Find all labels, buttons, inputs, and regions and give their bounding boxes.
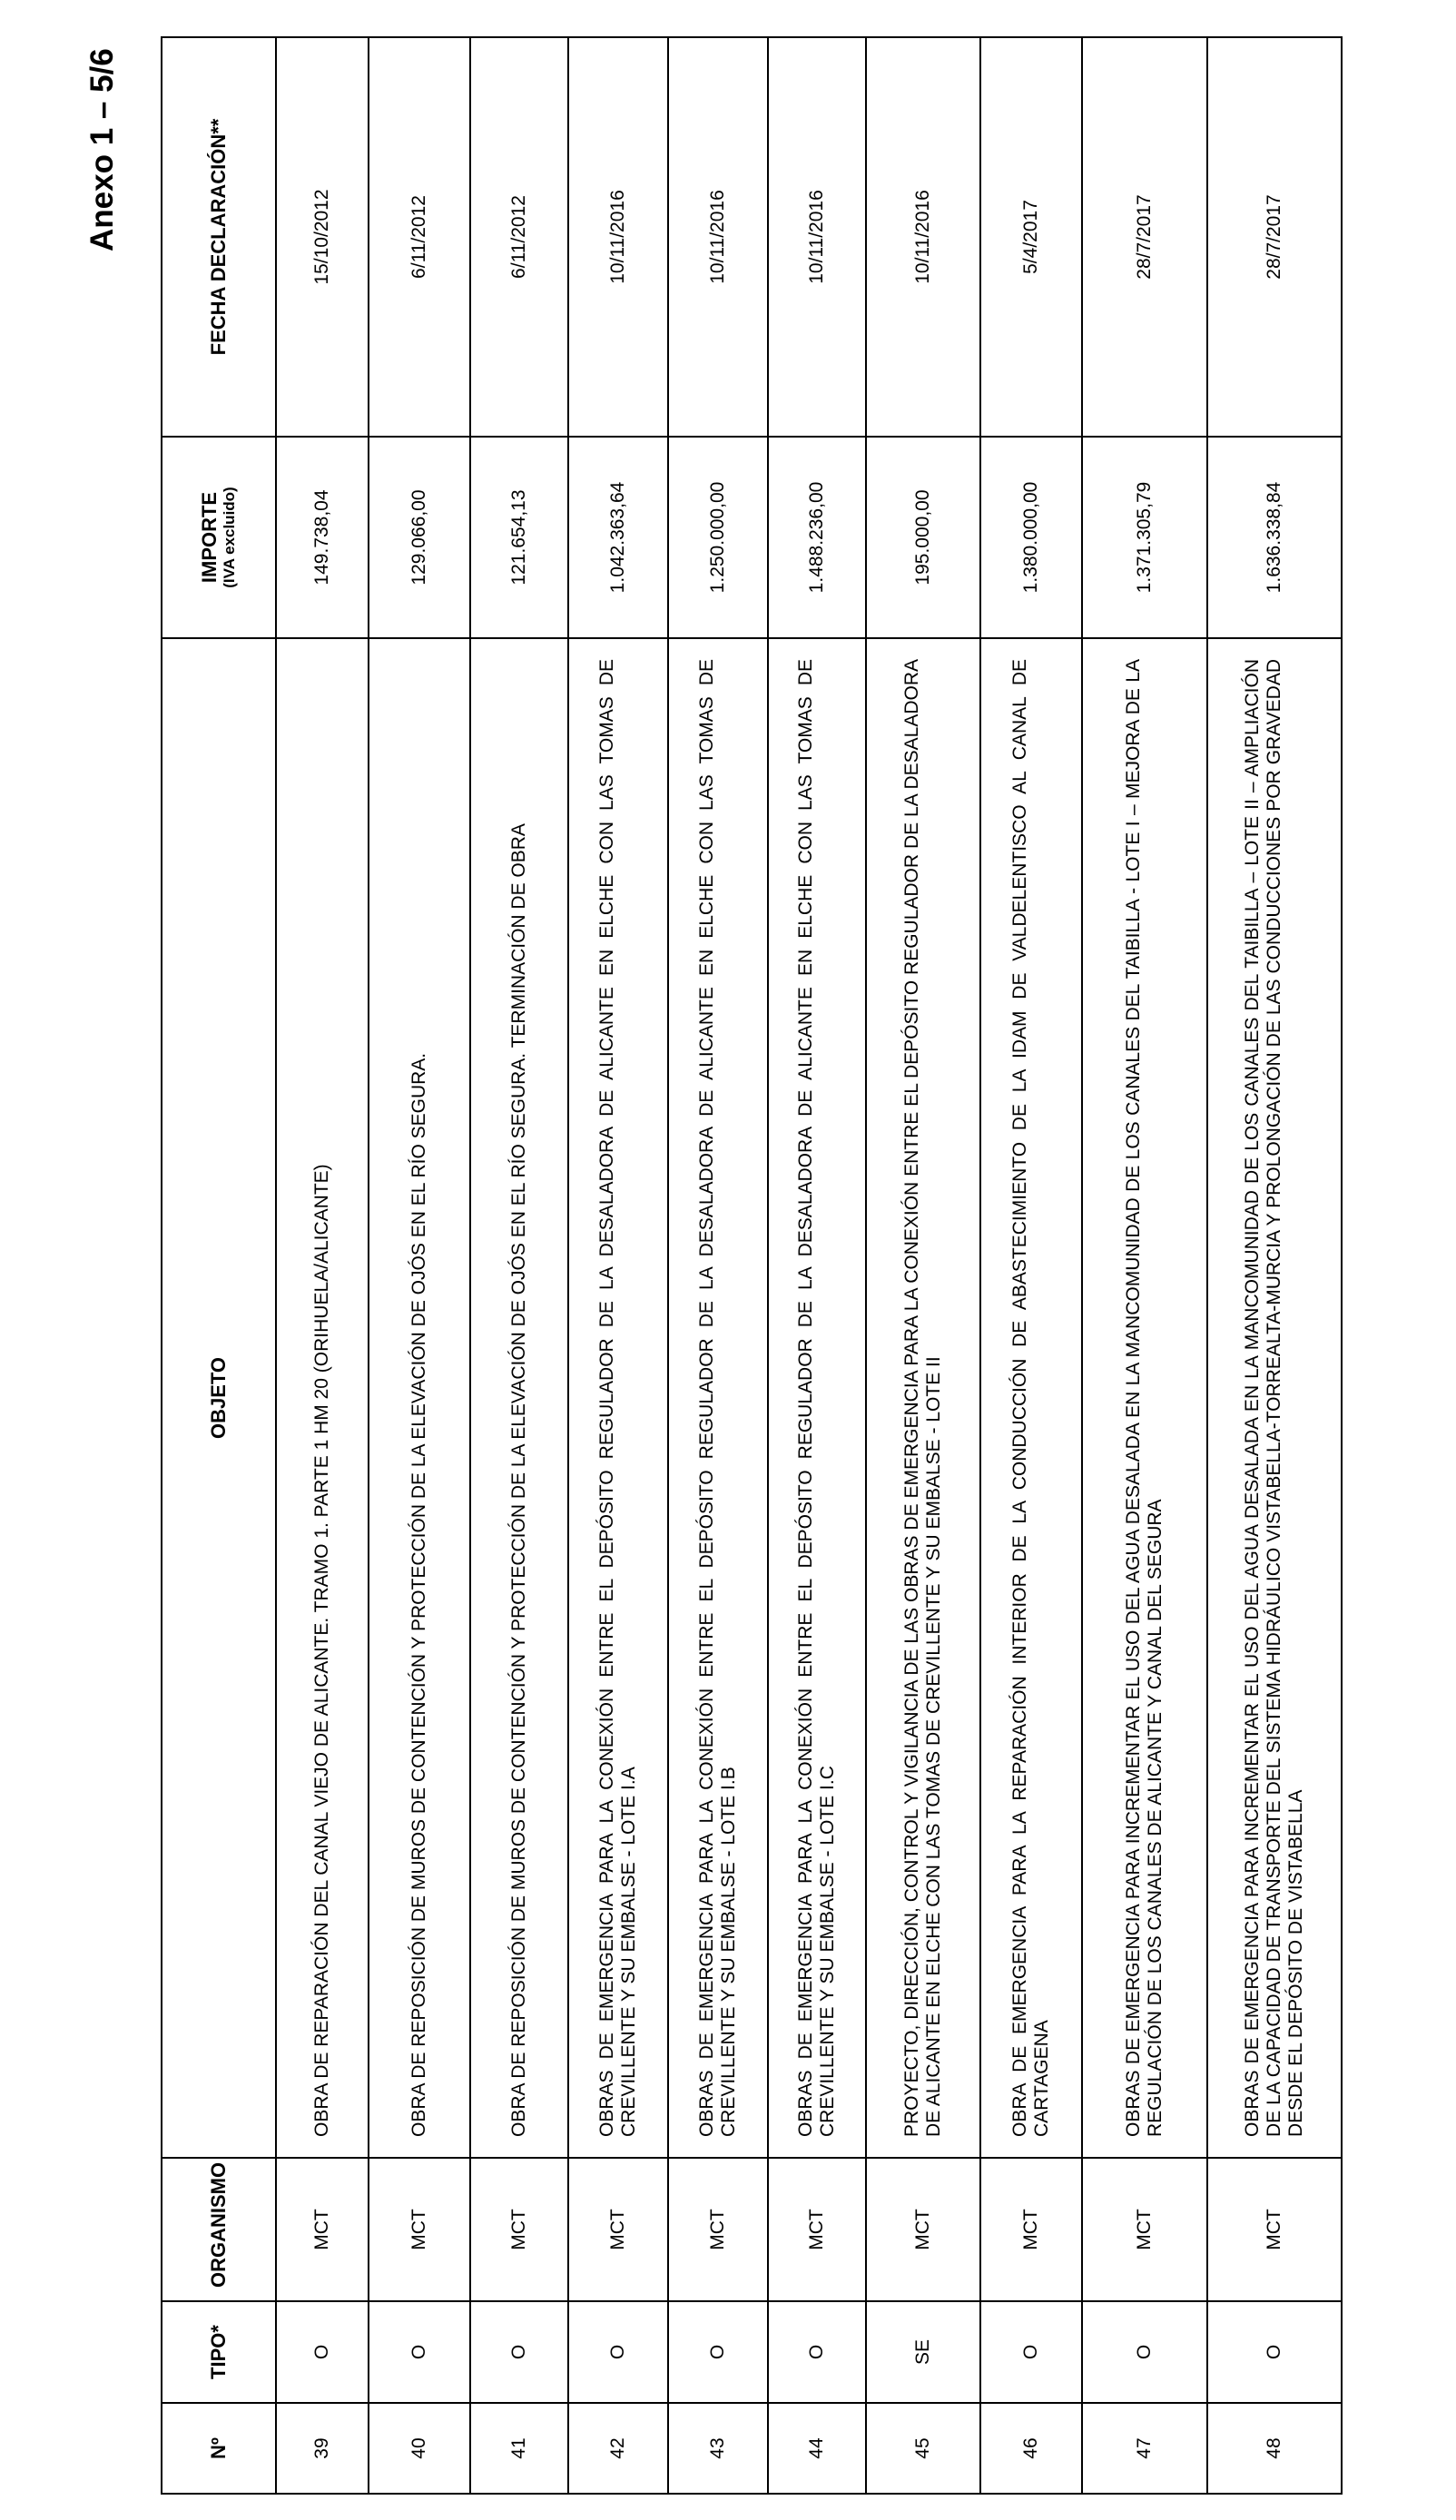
cell-importe: 149.738,04 xyxy=(276,437,369,638)
cell-objeto: OBRAS DE EMERGENCIA PARA LA CONEXIÓN ENTRE EL DEPÓSITO REGULADOR DE LA DESALADORA DE ALICANTE EN ELCHE CON LAS TOMAS DE CREVILLENTE Y SU EMBALSE - LOTE I.B xyxy=(668,638,768,2158)
cell-organismo: MCT xyxy=(768,2158,866,2301)
cell-fecha: 5/4/2017 xyxy=(980,37,1082,437)
cell-fecha: 28/7/2017 xyxy=(1082,37,1207,437)
table-row xyxy=(1207,37,1342,2494)
cell-organismo: MCT xyxy=(470,2158,568,2301)
cell-importe: 1.250.000,00 xyxy=(668,437,768,638)
cell-importe: 1.380.000,00 xyxy=(980,437,1082,638)
cell-importe: 129.066,00 xyxy=(369,437,470,638)
cell-importe: 195.000,00 xyxy=(866,437,980,638)
header-tipo: TIPO* xyxy=(162,2301,276,2403)
table-row xyxy=(369,37,470,2494)
cell-numero: 42 xyxy=(568,2403,668,2494)
cell-tipo: O xyxy=(276,2301,369,2403)
cell-objeto: OBRAS DE EMERGENCIA PARA INCREMENTAR EL USO DEL AGUA DESALADA EN LA MANCOMUNIDAD DE LOS CANALES DEL TAIBILLA – LOTE II – AMPLIACIÓN DE LA CAPACIDAD DE TRANSPORTE DEL SISTEMA HIDRÁULICO VISTABELLA-TORREALTA-MURCIA Y PROLONGACIÓN DE LAS CONDUCCIONES POR GRAVEDAD DESDE EL DEPÓSITO DE VISTABELLA xyxy=(1207,638,1342,2158)
cell-fecha: 10/11/2016 xyxy=(568,37,668,437)
cell-numero: 48 xyxy=(1207,2403,1342,2494)
header-numero: Nº xyxy=(162,2403,276,2494)
header-importe-sub: (IVA excluido) xyxy=(221,487,238,588)
cell-importe: 1.371.305,79 xyxy=(1082,437,1207,638)
header-importe xyxy=(162,437,276,638)
cell-numero: 40 xyxy=(369,2403,470,2494)
cell-fecha: 15/10/2012 xyxy=(276,37,369,437)
cell-numero: 43 xyxy=(668,2403,768,2494)
cell-importe: 1.042.363,64 xyxy=(568,437,668,638)
cell-organismo: MCT xyxy=(980,2158,1082,2301)
cell-fecha: 6/11/2012 xyxy=(470,37,568,437)
cell-fecha: 6/11/2012 xyxy=(369,37,470,437)
cell-objeto: OBRA DE REPARACIÓN DEL CANAL VIEJO DE ALICANTE. TRAMO 1. PARTE 1 HM 20 (ORIHUELA/ALICANTE) xyxy=(276,638,369,2158)
cell-objeto: PROYECTO, DIRECCIÓN, CONTROL Y VIGILANCIA DE LAS OBRAS DE EMERGENCIA PARA LA CONEXIÓN ENTRE EL DEPÓSITO REGULADOR DE LA DESALADORA DE ALICANTE EN ELCHE CON LAS TOMAS DE CREVILLENTE Y SU EMBALSE - LOTE II xyxy=(866,638,980,2158)
cell-numero: 46 xyxy=(980,2403,1082,2494)
cell-tipo: O xyxy=(568,2301,668,2403)
cell-numero: 45 xyxy=(866,2403,980,2494)
cell-fecha: 10/11/2016 xyxy=(768,37,866,437)
cell-tipo: O xyxy=(369,2301,470,2403)
table-row xyxy=(668,37,768,2494)
table-row xyxy=(568,37,668,2494)
table-row xyxy=(1082,37,1207,2494)
cell-organismo: MCT xyxy=(369,2158,470,2301)
cell-numero: 44 xyxy=(768,2403,866,2494)
table-header-row xyxy=(162,37,276,2494)
cell-objeto: OBRAS DE EMERGENCIA PARA LA CONEXIÓN ENTRE EL DEPÓSITO REGULADOR DE LA DESALADORA DE ALICANTE EN ELCHE CON LAS TOMAS DE CREVILLENTE Y SU EMBALSE - LOTE I.C xyxy=(768,638,866,2158)
cell-importe: 1.636.338,84 xyxy=(1207,437,1342,638)
cell-tipo: O xyxy=(980,2301,1082,2403)
cell-tipo: O xyxy=(768,2301,866,2403)
cell-fecha: 10/11/2016 xyxy=(866,37,980,437)
header-importe-label: IMPORTE xyxy=(198,491,221,584)
cell-numero: 41 xyxy=(470,2403,568,2494)
header-fecha: FECHA DECLARACIÓN** xyxy=(162,37,276,437)
table-row xyxy=(980,37,1082,2494)
contracts-table xyxy=(161,36,1343,2495)
cell-importe: 1.488.236,00 xyxy=(768,437,866,638)
cell-tipo: O xyxy=(1082,2301,1207,2403)
cell-objeto: OBRAS DE EMERGENCIA PARA LA CONEXIÓN ENTRE EL DEPÓSITO REGULADOR DE LA DESALADORA DE ALICANTE EN ELCHE CON LAS TOMAS DE CREVILLENTE Y SU EMBALSE - LOTE I.A xyxy=(568,638,668,2158)
cell-fecha: 28/7/2017 xyxy=(1207,37,1342,437)
cell-organismo: MCT xyxy=(276,2158,369,2301)
cell-fecha: 10/11/2016 xyxy=(668,37,768,437)
header-organismo: ORGANISMO xyxy=(162,2158,276,2301)
cell-objeto: OBRA DE REPOSICIÓN DE MUROS DE CONTENCIÓN Y PROTECCIÓN DE LA ELEVACIÓN DE OJÓS EN EL RÍO SEGURA. xyxy=(369,638,470,2158)
cell-objeto: OBRA DE REPOSICIÓN DE MUROS DE CONTENCIÓN Y PROTECCIÓN DE LA ELEVACIÓN DE OJÓS EN EL RÍO SEGURA. TERMINACIÓN DE OBRA xyxy=(470,638,568,2158)
cell-organismo: MCT xyxy=(1207,2158,1342,2301)
cell-numero: 39 xyxy=(276,2403,369,2494)
header-objeto: OBJETO xyxy=(162,638,276,2158)
cell-organismo: MCT xyxy=(866,2158,980,2301)
annex-title: Anexo 1 – 5/6 xyxy=(84,48,120,251)
cell-tipo: O xyxy=(668,2301,768,2403)
table-row xyxy=(768,37,866,2494)
cell-organismo: MCT xyxy=(568,2158,668,2301)
table-row xyxy=(470,37,568,2494)
cell-numero: 47 xyxy=(1082,2403,1207,2494)
cell-organismo: MCT xyxy=(1082,2158,1207,2301)
cell-tipo: O xyxy=(470,2301,568,2403)
contracts-table-wrapper xyxy=(161,38,1343,2495)
cell-objeto: OBRA DE EMERGENCIA PARA LA REPARACIÓN INTERIOR DE LA CONDUCCIÓN DE ABASTECIMIENTO DE LA IDAM DE VALDELENTISCO AL CANAL DE CARTAGENA xyxy=(980,638,1082,2158)
table-row xyxy=(866,37,980,2494)
cell-organismo: MCT xyxy=(668,2158,768,2301)
cell-importe: 121.654,13 xyxy=(470,437,568,638)
cell-tipo: SE xyxy=(866,2301,980,2403)
table-row xyxy=(276,37,369,2494)
cell-objeto: OBRAS DE EMERGENCIA PARA INCREMENTAR EL USO DEL AGUA DESALADA EN LA MANCOMUNIDAD DE LOS CANALES DEL TAIBILLA - LOTE I – MEJORA DE LA REGULACIÓN DE LOS CANALES DE ALICANTE Y CANAL DEL SEGURA xyxy=(1082,638,1207,2158)
cell-tipo: O xyxy=(1207,2301,1342,2403)
